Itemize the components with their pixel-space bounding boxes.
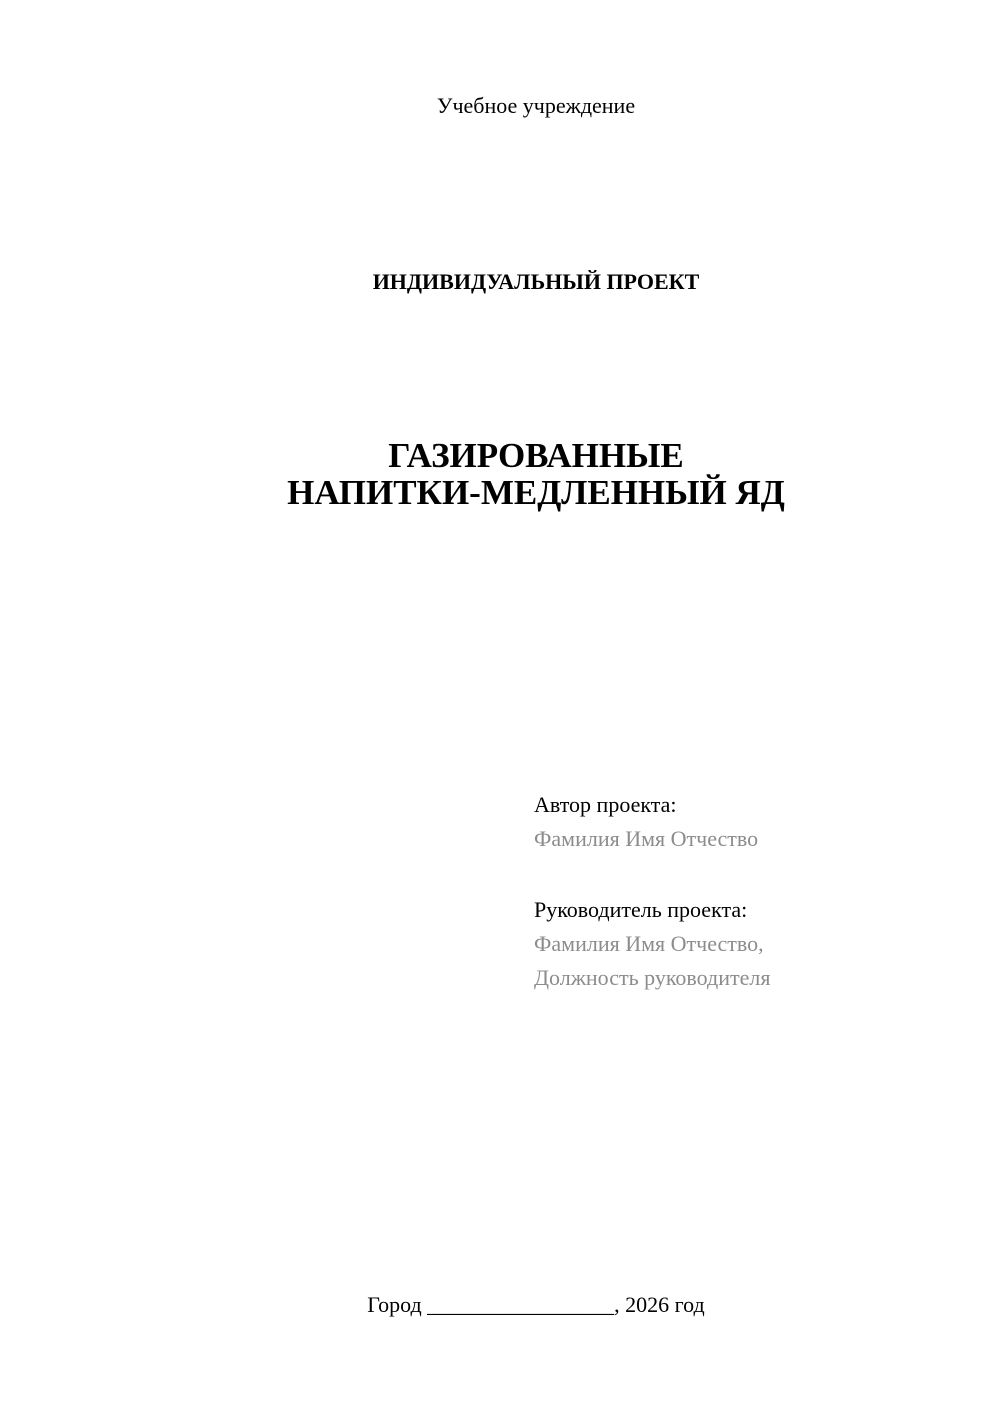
supervisor-name: Фамилия Имя Отчество, bbox=[534, 931, 764, 956]
city-year-footer: Город _________________, 2026 год bbox=[367, 1292, 705, 1317]
supervisor-label: Руководитель проекта: bbox=[534, 897, 748, 922]
project-title-line-2: НАПИТКИ-МЕДЛЕННЫЙ ЯД bbox=[287, 473, 785, 512]
project-title bbox=[0, 437, 1000, 511]
supervisor-position: Должность руководителя bbox=[534, 965, 771, 990]
project-credits bbox=[534, 788, 974, 995]
project-type-heading: ИНДИВИДУАЛЬНЫЙ ПРОЕКТ bbox=[372, 269, 700, 294]
institution-name: Учебное учреждение bbox=[436, 93, 636, 118]
project-title-line-1: ГАЗИРОВАННЫЕ bbox=[388, 436, 684, 475]
author-label: Автор проекта: bbox=[534, 792, 677, 817]
author-name: Фамилия Имя Отчество bbox=[534, 826, 759, 851]
